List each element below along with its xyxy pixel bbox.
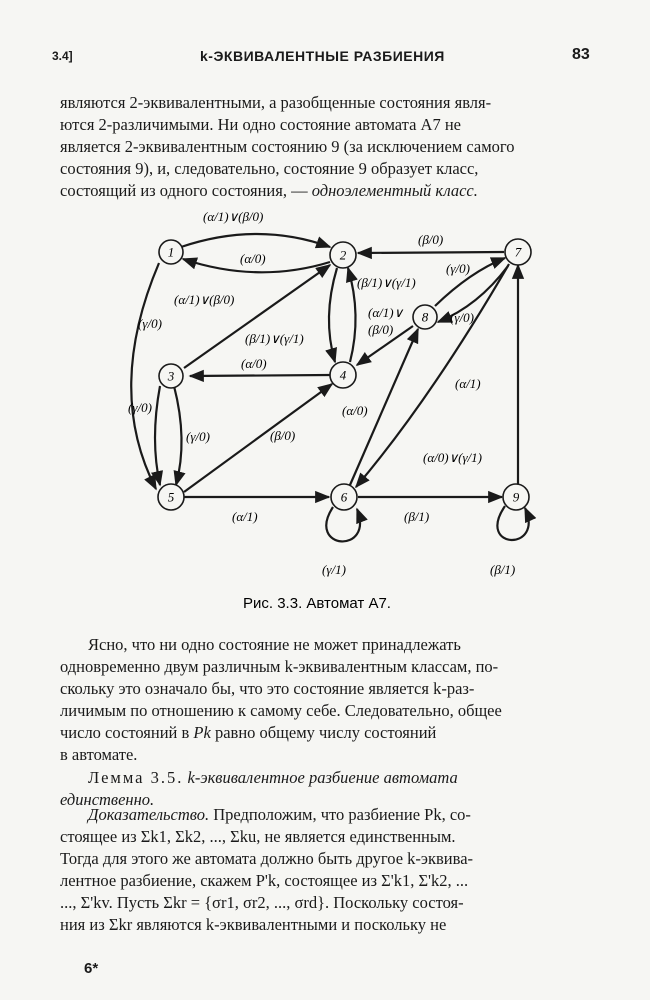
edge-4-3 bbox=[190, 375, 330, 376]
state-node-1 bbox=[159, 240, 183, 264]
edge-3-2 bbox=[184, 265, 330, 368]
edge-label: (α/1) bbox=[232, 509, 258, 524]
state-node-3 bbox=[159, 364, 183, 388]
text-line bbox=[60, 722, 596, 744]
edge-3-5-left bbox=[155, 386, 160, 485]
proof-label: Доказательство. bbox=[88, 805, 210, 824]
edge-label: (β/1) bbox=[490, 562, 516, 577]
state-label: 6 bbox=[340, 489, 348, 505]
edge-label: (α/0) bbox=[241, 356, 267, 371]
proof-line: ..., Σ'kv. Пусть Σkr = {σr1, σr2, ..., σrd}. Поскольку состоя- bbox=[60, 893, 464, 912]
text-line: в автомате. bbox=[60, 745, 138, 764]
edge-label: (α/1) bbox=[455, 376, 481, 391]
figure-caption: Рис. 3.3. Автомат A7. bbox=[243, 595, 391, 612]
text-line: являются 2-эквивалентными, а разобщенные состояния явля- bbox=[60, 93, 492, 112]
edge-label: (γ/1) bbox=[322, 562, 346, 577]
printer-signature: 6* bbox=[84, 960, 99, 977]
edge-label: (α/0) bbox=[240, 251, 266, 266]
math-symbol: Pk bbox=[193, 723, 211, 742]
text-line: личимым по отношению к самому себе. Следовательно, общее bbox=[60, 701, 502, 720]
state-node-8 bbox=[413, 305, 437, 329]
state-label: 1 bbox=[167, 244, 175, 260]
text-line: ются 2-различимыми. Ни одно состояние автомата A7 не bbox=[60, 115, 461, 134]
state-label: 5 bbox=[167, 489, 175, 505]
state-label: 7 bbox=[514, 244, 522, 260]
proof-line bbox=[60, 804, 596, 826]
paragraph-2 bbox=[60, 634, 596, 766]
text-fragment: равно общему числу состояний bbox=[214, 723, 437, 742]
state-label: 8 bbox=[421, 309, 429, 325]
lemma-statement: единственно. bbox=[60, 790, 155, 809]
edge-label: (γ/0) bbox=[138, 316, 162, 331]
edge-label: (γ/0) bbox=[450, 310, 474, 325]
state-node-5 bbox=[158, 484, 184, 510]
page-number: 83 bbox=[572, 46, 590, 63]
loop-6 bbox=[326, 507, 360, 541]
text-line: Ясно, что ни одно состояние не может принадлежать bbox=[88, 635, 461, 654]
edge-label: (γ/0) bbox=[128, 400, 152, 415]
edge-label: (γ/0) bbox=[186, 429, 210, 444]
state-node-9 bbox=[503, 484, 529, 510]
edge-2-4-left bbox=[329, 268, 337, 362]
proof-line: стоящее из Σk1, Σk2, ..., Σku, не является единственным. bbox=[60, 827, 456, 846]
state-node-6 bbox=[331, 484, 357, 510]
state-label: 2 bbox=[339, 247, 347, 263]
proof-line: ния из Σkr являются k-эквивалентными и поскольку не bbox=[60, 915, 447, 934]
proof-line: лентное разбиение, скажем P'k, состоящее из Σ'k1, Σ'k2, ... bbox=[60, 871, 469, 890]
edge-label: (β/1) bbox=[404, 509, 430, 524]
edge-label: (α/1)∨ bbox=[368, 305, 404, 320]
state-label: 9 bbox=[512, 489, 520, 505]
edge-label: (β/0) bbox=[368, 322, 394, 337]
text-line: состояния 9), и, следовательно, состояние 9 образует класс, bbox=[60, 159, 479, 178]
edge-label: (β/1)∨(γ/1) bbox=[245, 331, 304, 346]
edge-label: (β/0) bbox=[418, 232, 444, 247]
running-title: k-ЭКВИВАЛЕНТНЫЕ РАЗБИЕНИЯ bbox=[200, 48, 445, 64]
text-fragment: число состояний в bbox=[60, 723, 190, 742]
edge-7-2 bbox=[358, 252, 504, 253]
lemma-label: Лемма 3.5. bbox=[88, 768, 184, 787]
state-label: 4 bbox=[339, 367, 347, 383]
edge-label: (β/1)∨(γ/1) bbox=[357, 275, 416, 290]
proof-block bbox=[60, 804, 596, 936]
text-line: одновременно двум различным k-эквивалентным классам, по- bbox=[60, 657, 499, 676]
edge-label: (α/0) bbox=[342, 403, 368, 418]
text-line: скольку это означало бы, что это состояние является k-раз- bbox=[60, 679, 475, 698]
lemma-line bbox=[60, 767, 596, 789]
edge-label: (β/0) bbox=[270, 428, 296, 443]
loop-9 bbox=[497, 506, 528, 540]
edge-label: (α/1)∨(β/0) bbox=[203, 209, 264, 224]
edge-label: (α/1)∨(β/0) bbox=[174, 292, 235, 307]
state-node-7 bbox=[505, 239, 531, 265]
edge-3-5-right bbox=[174, 386, 182, 485]
lemma-statement: k-эквивалентное разбиение автомата bbox=[187, 768, 458, 787]
state-node-2 bbox=[330, 242, 356, 268]
text-fragment: Предположим, что разбиение Pk, со- bbox=[213, 805, 471, 824]
text-fragment: состоящий из одного состояния, — bbox=[60, 181, 308, 200]
emphasis-term: одноэлементный класс. bbox=[311, 181, 478, 200]
edge-label: (α/0)∨(γ/1) bbox=[423, 450, 483, 465]
state-node-4 bbox=[330, 362, 356, 388]
state-label: 3 bbox=[167, 368, 175, 384]
section-marker: 3.4] bbox=[52, 49, 73, 63]
edge-1-2-upper bbox=[181, 234, 330, 247]
edge-4-2-right bbox=[348, 268, 356, 362]
text-line: является 2-эквивалентным состоянию 9 (за исключением самого bbox=[60, 137, 515, 156]
edge-label: (γ/0) bbox=[446, 261, 470, 276]
proof-line: Тогда для этого же автомата должно быть другое k-эквива- bbox=[60, 849, 474, 868]
